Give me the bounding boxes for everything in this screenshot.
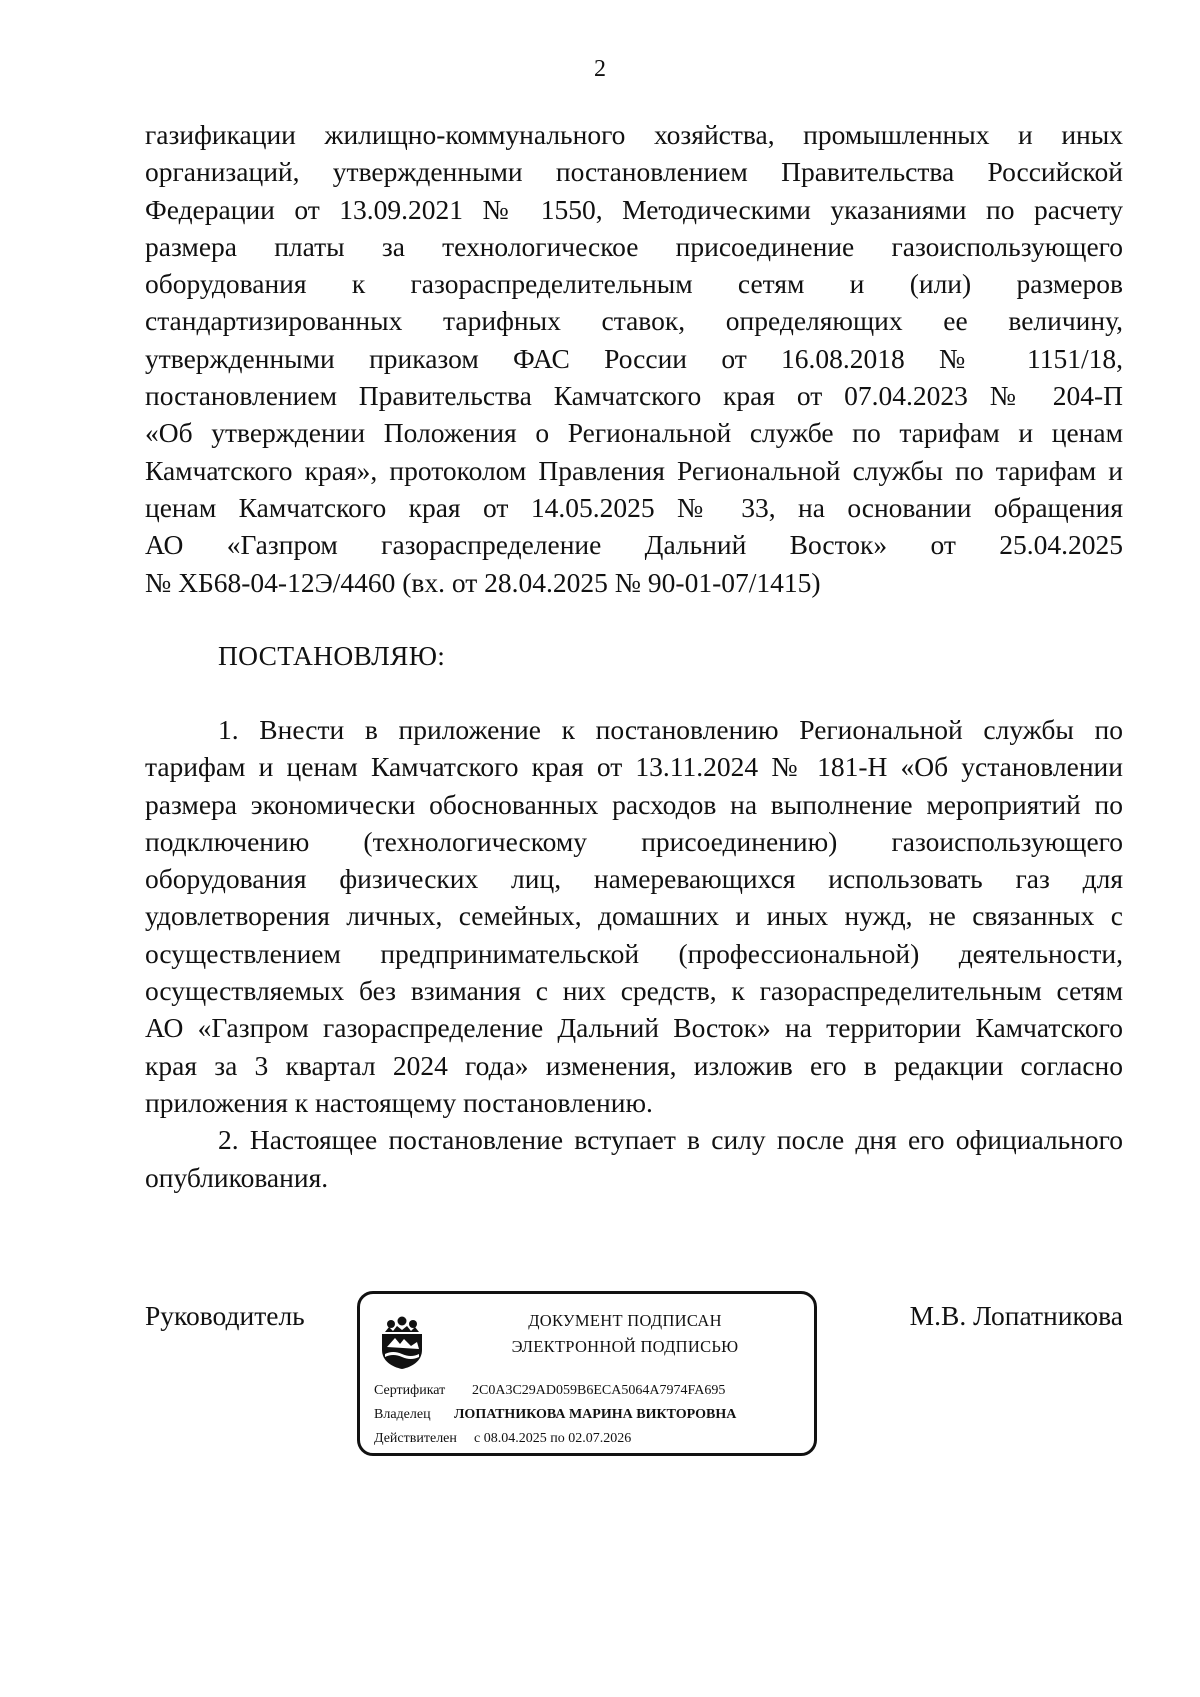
intro-line: утвержденными приказом ФАС России от 16.08.2018 № 1151/18, [145,342,1123,374]
body-line: осуществлением предпринимательской (профессиональной) деятельности, [145,937,1123,969]
body-line: подключению (технологическому присоединению) газоиспользующего [145,825,1123,857]
body-line: АО «Газпром газораспределение Дальний Восток» на территории Камчатского [145,1012,1123,1044]
resolution-body [145,711,1123,1196]
intro-line: постановлением Правительства Камчатского края от 07.04.2023 № 204-П [145,380,1123,412]
intro-line: оборудования к газораспределительным сетям и (или) размеров [145,268,1123,300]
page-number: 2 [594,56,606,82]
body-line: осуществляемых без взимания с них средств, к газораспределительным сетям [145,975,1123,1007]
intro-line: ценам Камчатского края от 14.05.2025 № 33, на основании обращения [145,491,1123,523]
intro-line: организаций, утвержденными постановлением Правительства Российской [145,156,1123,188]
valid-value: с 08.04.2025 по 02.07.2026 [474,1431,632,1446]
signer-role: Руководитель [145,1300,305,1331]
body-line: 2. Настоящее постановление вступает в силу после дня его официального [218,1124,1123,1156]
signer-name: М.В. Лопатникова [909,1300,1123,1331]
stamp-title: ДОКУМЕНТ ПОДПИСАН [528,1311,722,1330]
owner-value: ЛОПАТНИКОВА МАРИНА ВИКТОРОВНА [454,1407,737,1422]
body-line: размера экономически обоснованных расходов на выполнение мероприятий по [145,788,1123,820]
certificate-value: 2C0A3C29AD059B6ECA5064A7974FA695 [472,1383,726,1398]
resolve-heading: ПОСТАНОВЛЯЮ: [218,640,446,671]
stamp-certificate-row [374,1383,725,1399]
stamp-validity-row [374,1431,631,1447]
body-line: оборудования физических лиц, намеревающихся использовать газ для [145,863,1123,895]
intro-line: газификации жилищно-коммунального хозяйства, промышленных и иных [145,119,1123,150]
owner-label: Владелец [374,1407,431,1422]
intro-line: стандартизированных тарифных ставок, определяющих ее величину, [145,305,1123,337]
body-line: тарифам и ценам Камчатского края от 13.11.2024 № 181-Н «Об установлении [145,751,1123,783]
body-line: опубликования. [145,1161,329,1193]
intro-paragraph [145,116,1123,601]
intro-line: № ХБ68-04-12Э/4460 (вх. от 28.04.2025 № 90-01-07/1415) [145,566,821,598]
coat-of-arms-icon [379,1314,425,1370]
body-line: 1. Внести в приложение к постановлению Региональной службы по [218,714,1123,745]
stamp-owner-row [374,1407,736,1423]
body-line: удовлетворения личных, семейных, домашних и иных нужд, не связанных с [145,900,1123,932]
intro-line: Камчатского края», протоколом Правления Региональной службы по тарифам и [145,454,1123,486]
stamp-subtitle: ЭЛЕКТРОННОЙ ПОДПИСЬЮ [511,1337,739,1356]
electronic-signature-stamp [357,1291,817,1456]
intro-line: «Об утверждении Положения о Региональной службе по тарифам и ценам [145,417,1123,449]
body-line: приложения к настоящему постановлению. [145,1086,653,1118]
body-line: края за 3 квартал 2024 года» изменения, изложив его в редакции согласно [145,1049,1123,1081]
intro-line: АО «Газпром газораспределение Дальний Восток» от 25.04.2025 [145,529,1123,561]
valid-label: Действителен [374,1431,457,1446]
intro-line: размера платы за технологическое присоединение газоиспользующего [145,230,1123,262]
certificate-label: Сертификат [374,1383,446,1398]
intro-line: Федерации от 13.09.2021 № 1550, Методическими указаниями по расчету [145,193,1123,225]
